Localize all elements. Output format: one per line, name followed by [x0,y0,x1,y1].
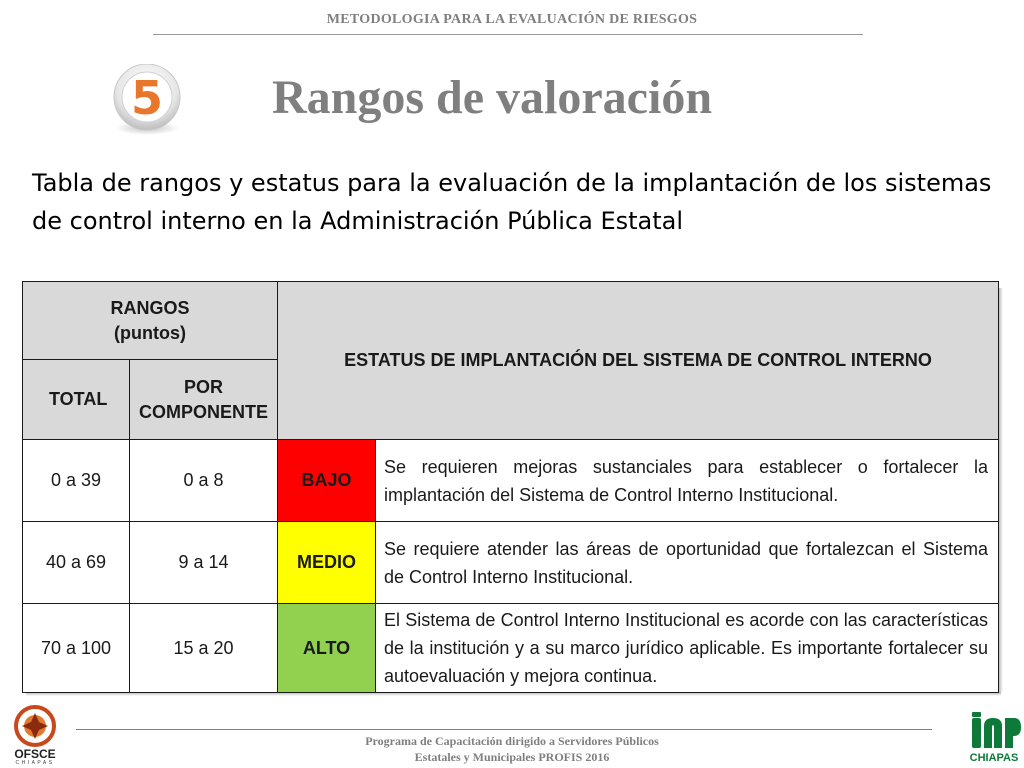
step-number: 5 [130,71,164,125]
header-component-line1: POR [184,376,224,397]
header-points-label: (puntos) [114,322,186,343]
header-title: METODOLOGIA PARA LA EVALUACIÓN DE RIESGOS [326,12,698,27]
status-badge-medium: MEDIO [278,522,376,604]
iap-logo-text: CHIAPAS [969,752,1019,764]
status-badge-high: ALTO [278,604,376,693]
ranges-table [22,281,999,693]
footer-divider [76,729,932,730]
ofsce-logo-subtext: CHIAPAS [15,760,55,766]
step-badge [108,64,186,136]
iap-logo-icon [968,712,1022,752]
component-range: 0 a 8 [130,440,278,522]
component-range: 9 a 14 [130,522,278,604]
ofsce-logo-text: OFSCE [14,747,56,761]
header-total: TOTAL [23,360,130,440]
status-description: Se requieren mejoras sustanciales para establecer o fortalecer la implantación del Sistema de Control Interno Institucional. [376,440,999,522]
ranges-table-container [22,281,998,692]
total-range: 70 a 100 [23,604,130,693]
footer-line-2: Estatales y Municipales PROFIS 2016 [414,750,610,764]
header-status: ESTATUS DE IMPLANTACIÓN DEL SISTEMA DE CONTROL INTERNO [278,282,999,440]
page-title: Rangos de valoración [272,71,713,124]
total-range: 40 a 69 [23,522,130,604]
header-ranges-label: RANGOS [110,297,190,318]
status-description: Se requiere atender las áreas de oportunidad que fortalezcan el Sistema de Control Interno Institucional. [376,522,999,604]
table-row [23,522,999,604]
header-ranges [23,282,278,360]
header-component-line2: COMPONENTE [139,401,269,422]
page-subtitle: Tabla de rangos y estatus para la evaluación de la implantación de los sistemas de control interno en la Administración Pública Estatal [32,169,992,235]
table-row [23,604,999,693]
header-divider [153,34,863,35]
footer-text [0,733,1024,765]
header-component [130,360,278,440]
status-description: El Sistema de Control Interno Institucional es acorde con las características de la institución y a su marco jurídico aplicable. Es importante fortalecer su autoevaluación y mejora continua. [376,604,999,693]
component-range: 15 a 20 [130,604,278,693]
status-badge-low: BAJO [278,440,376,522]
table-row [23,440,999,522]
total-range: 0 a 39 [23,440,130,522]
footer-line-1: Programa de Capacitación dirigido a Servidores Públicos [365,734,659,748]
